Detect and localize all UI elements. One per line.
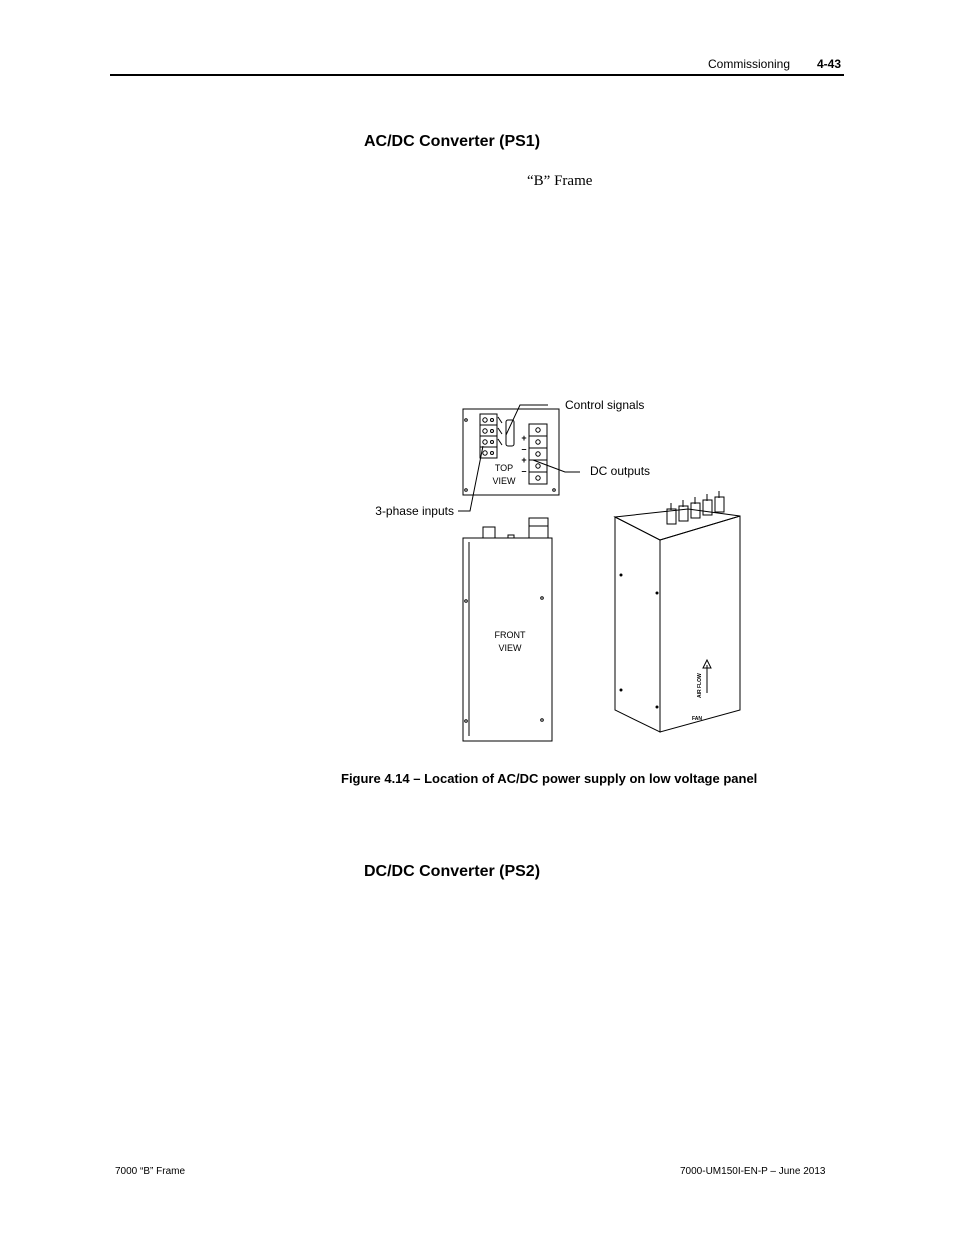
frame-label: “B” Frame [527,173,593,189]
front-view-label-line1: FRONT [494,630,526,640]
ac-dc-converter-heading: AC/DC Converter (PS1) [364,133,541,150]
isometric-view-drawing [615,491,740,732]
front-view-label-line2: VIEW [498,643,522,653]
terminal-sign-3: + [521,455,527,465]
top-view-drawing [458,405,580,511]
power-supply-figure [370,390,770,750]
header-rule [110,74,844,76]
terminal-sign-1: + [521,433,527,443]
footer-left: 7000 “B” Frame [115,1166,186,1177]
fan-label: FAN [692,716,702,722]
dc-outputs-label: DC outputs [590,464,651,478]
three-phase-inputs-label: 3-phase inputs [375,504,454,518]
dc-dc-converter-heading: DC/DC Converter (PS2) [364,863,541,880]
terminal-sign-2: – [521,444,527,454]
figure-caption: Figure 4.14 – Location of AC/DC power supply on low voltage panel [341,771,758,786]
three-phase-input-terminals [480,414,502,458]
top-view-label-line2: VIEW [492,476,516,486]
three-phase-inputs-leader [458,446,483,511]
footer-right: 7000-UM150I-EN-P – June 2013 [680,1166,826,1177]
terminal-sign-4: – [521,466,527,476]
iso-top-terminals [667,491,724,524]
header-page-number: 4-43 [817,57,842,71]
air-flow-label: AIR FLOW [697,673,703,698]
dc-output-terminals [529,424,547,484]
header-section-title: Commissioning [708,57,791,71]
control-signals-label: Control signals [565,398,645,412]
top-view-label-line1: TOP [494,463,514,473]
